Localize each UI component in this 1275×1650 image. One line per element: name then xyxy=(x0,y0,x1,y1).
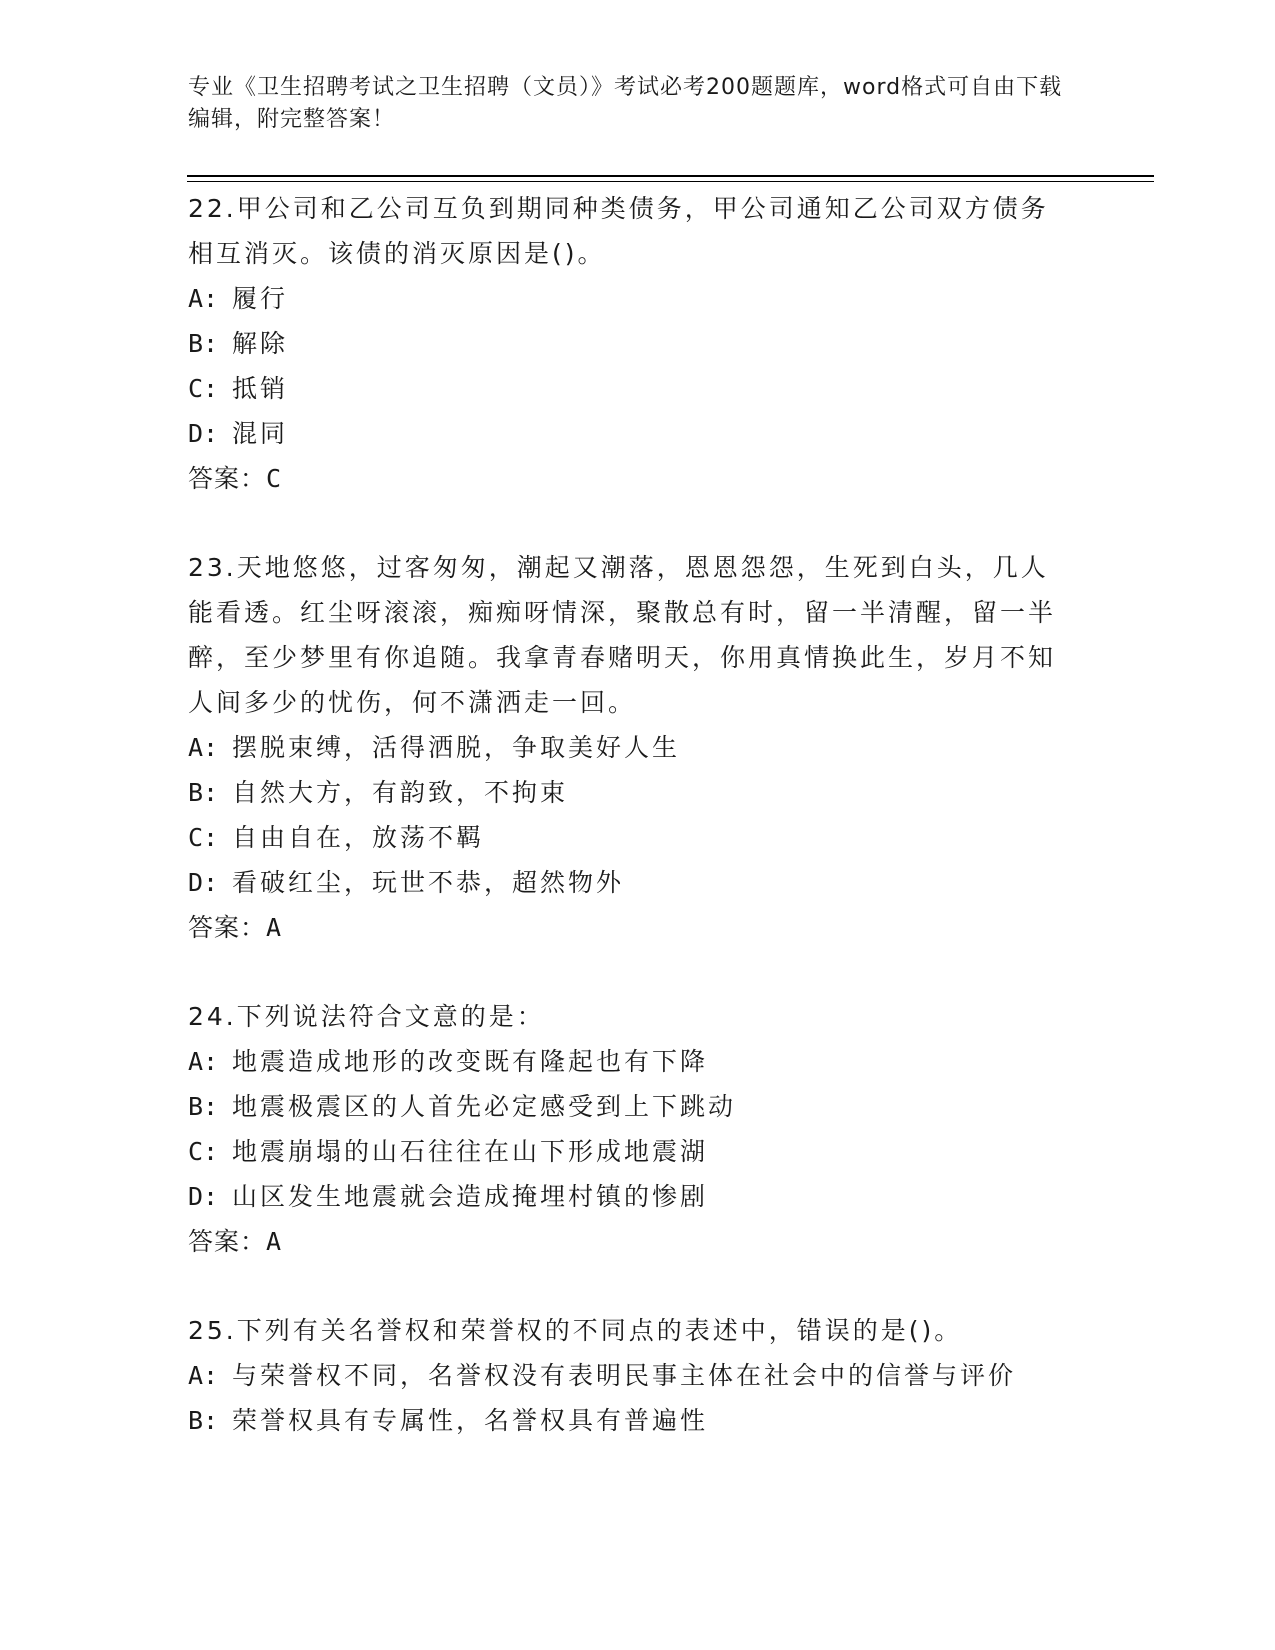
option-a xyxy=(188,1039,1088,1084)
answer-value: C xyxy=(266,464,283,493)
option-label: C: xyxy=(188,823,219,852)
option-d xyxy=(188,1174,1088,1219)
option-b xyxy=(188,1398,1088,1443)
question-stem: 25.下列有关名誉权和荣誉权的不同点的表述中，错误的是()。 xyxy=(188,1316,963,1345)
answer-line xyxy=(188,456,1088,501)
option-a xyxy=(188,1353,1088,1398)
header-rule-thick xyxy=(187,175,1154,177)
option-c xyxy=(188,366,1088,411)
option-text: 解除 xyxy=(232,329,289,358)
option-d xyxy=(188,860,1088,905)
question-stem: 23.天地悠悠，过客匆匆，潮起又潮落，恩恩怨怨，生死到白头，几人能看透。红尘呀滚滚，痴痴呀情深，聚散总有时，留一半清醒，留一半醉，至少梦里有你追随。我拿青春赌明天，你用真情换此生，岁月不知人间多少的忧伤，何不潇洒走一回。 xyxy=(188,553,1057,717)
option-a xyxy=(188,276,1088,321)
option-b xyxy=(188,770,1088,815)
document-header: 专业《卫生招聘考试之卫生招聘（文员）》考试必考200题题库，word格式可自由下载编辑，附完整答案！ xyxy=(188,75,1063,132)
question-23 xyxy=(188,545,1088,950)
option-label: B: xyxy=(188,778,219,807)
option-label: C: xyxy=(188,374,219,403)
option-label: D: xyxy=(188,419,219,448)
answer-value: A xyxy=(266,913,283,942)
answer-value: A xyxy=(266,1227,283,1256)
option-text: 地震极震区的人首先必定感受到上下跳动 xyxy=(232,1092,737,1121)
question-24 xyxy=(188,994,1088,1264)
option-label: C: xyxy=(188,1137,219,1166)
answer-label: 答案： xyxy=(188,1227,267,1256)
option-label: A: xyxy=(188,284,219,313)
option-text: 履行 xyxy=(232,284,289,313)
option-text: 地震崩塌的山石往往在山下形成地震湖 xyxy=(232,1137,709,1166)
option-label: B: xyxy=(188,329,219,358)
answer-line xyxy=(188,905,1088,950)
option-text: 荣誉权具有专属性，名誉权具有普遍性 xyxy=(232,1406,709,1435)
option-label: B: xyxy=(188,1406,219,1435)
question-22 xyxy=(188,186,1088,501)
option-text: 抵销 xyxy=(232,374,289,403)
option-label: A: xyxy=(188,1361,219,1390)
option-label: A: xyxy=(188,733,219,762)
question-list xyxy=(188,186,1088,1487)
option-text: 看破红尘，玩世不恭，超然物外 xyxy=(232,868,625,897)
answer-label: 答案： xyxy=(188,913,267,942)
option-d xyxy=(188,411,1088,456)
question-25 xyxy=(188,1308,1088,1443)
option-text: 与荣誉权不同，名誉权没有表明民事主体在社会中的信誉与评价 xyxy=(232,1361,1017,1390)
header-rule-thin xyxy=(187,181,1154,182)
option-text: 自由自在，放荡不羁 xyxy=(232,823,485,852)
option-a xyxy=(188,725,1088,770)
option-b xyxy=(188,1084,1088,1129)
option-text: 摆脱束缚，活得洒脱，争取美好人生 xyxy=(232,733,681,762)
answer-label: 答案： xyxy=(188,464,267,493)
option-label: B: xyxy=(188,1092,219,1121)
option-text: 地震造成地形的改变既有隆起也有下降 xyxy=(232,1047,709,1076)
option-text: 混同 xyxy=(232,419,289,448)
answer-line xyxy=(188,1219,1088,1264)
option-label: D: xyxy=(188,1182,219,1211)
option-label: D: xyxy=(188,868,219,897)
option-b xyxy=(188,321,1088,366)
option-text: 山区发生地震就会造成掩埋村镇的惨剧 xyxy=(232,1182,709,1211)
option-label: A: xyxy=(188,1047,219,1076)
question-stem: 22.甲公司和乙公司互负到期同种类债务，甲公司通知乙公司双方债务相互消灭。该债的消灭原因是()。 xyxy=(188,194,1049,268)
option-c xyxy=(188,815,1088,860)
option-c xyxy=(188,1129,1088,1174)
option-text: 自然大方，有韵致，不拘束 xyxy=(232,778,569,807)
question-stem: 24.下列说法符合文意的是： xyxy=(188,1002,545,1031)
